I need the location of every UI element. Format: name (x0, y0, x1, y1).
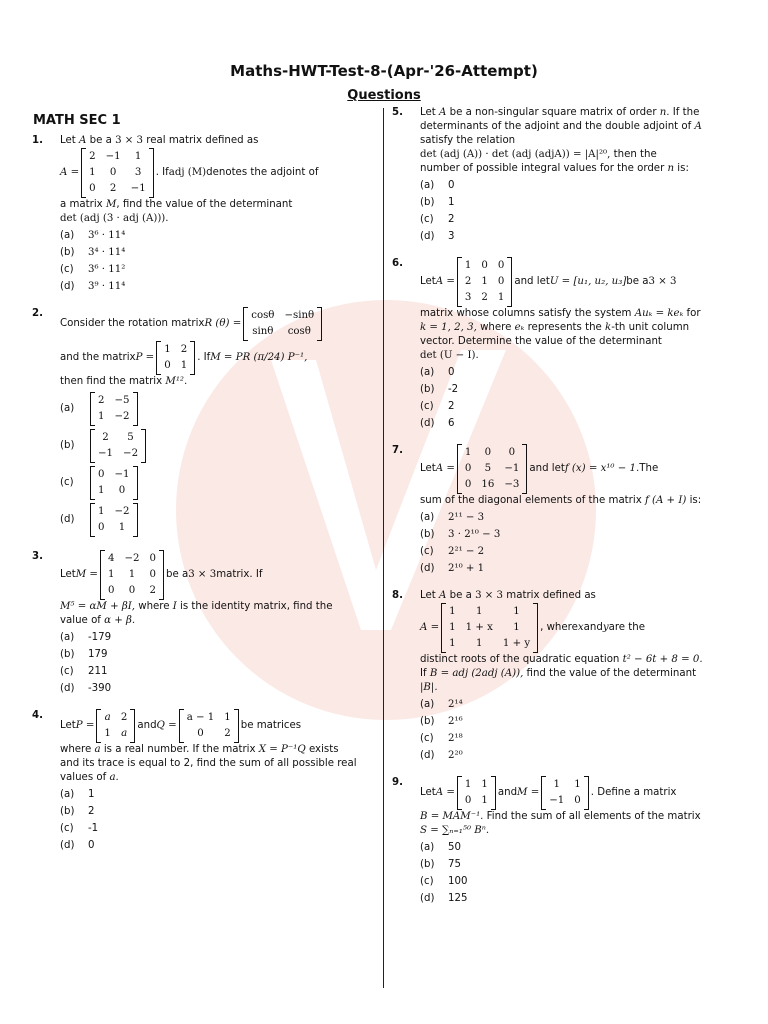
matrix-p: 1 2 0 1 (156, 341, 195, 375)
option-b[interactable]: (b) 75 (420, 859, 461, 870)
option-a[interactable]: (a) 2¹⁴ (420, 699, 463, 710)
section-heading: MATH SEC 1 (33, 113, 121, 128)
option-b[interactable]: (b) 2 (60, 806, 95, 817)
option-c[interactable]: (c) 211 (60, 666, 108, 677)
option-b[interactable]: (b) -2 (420, 384, 459, 395)
option-c[interactable]: (c) 3⁶ · 11² (60, 264, 126, 275)
matrix-a: 1 1 1 1 1 + x 1 1 1 1 + y (441, 603, 538, 653)
option-d[interactable]: (d) 2¹⁰ + 1 (420, 563, 485, 574)
column-divider (383, 108, 384, 988)
question-number: 9. (392, 777, 403, 788)
option-a[interactable]: (a) 3⁶ · 11⁴ (60, 230, 126, 241)
option-d[interactable]: (d) 1 −2 0 1 (60, 503, 362, 537)
option-c[interactable]: (c) 0 −1 1 0 (60, 466, 362, 500)
page-subtitle: Questions (347, 88, 421, 103)
option-d[interactable]: (d) 125 (420, 893, 468, 904)
option-b[interactable]: (b) 2 5 −1 −2 (60, 429, 362, 463)
option-b[interactable]: (b) 3⁴ · 11⁴ (60, 247, 126, 258)
question-7: 7. Let A = 1 0 0 0 5 −1 0 16 −3 and let f (x) = x¹⁰ − 1. The sum of the diagonal elements of the matrix f (A + I) is: (a) 2¹¹ − 3 (b) 3 · 2¹⁰ − 3 (c) 2²¹ − 2 (d) 2¹⁰ + 1 (392, 444, 732, 576)
question-number: 6. (392, 258, 403, 269)
option-a[interactable]: (a) 2 −5 1 −2 (60, 392, 362, 426)
matrix-a: 2 −1 1 1 0 3 0 2 −1 (81, 148, 154, 198)
option-c[interactable]: (c) 2 (420, 214, 455, 225)
question-3: 3. Let M = 4 −2 0 1 1 0 0 0 2 be a 3 × 3 matrix. If M⁵ = αM + βI, where I is the identity matrix, find the value of α + β. (a) -179 (b) 179 (c) 211 (d) -390 (32, 550, 362, 696)
matrix-a: 1 0 0 2 1 0 3 2 1 (457, 257, 512, 307)
option-a[interactable]: (a) 2¹¹ − 3 (420, 512, 485, 523)
option-d[interactable]: (d) 3⁹ · 11⁴ (60, 281, 126, 292)
matrix-a: 1 0 0 0 5 −1 0 16 −3 (457, 444, 527, 494)
option-c[interactable]: (c) 2¹⁸ (420, 733, 463, 744)
question-number: 3. (32, 551, 43, 562)
question-4: 4. Let P = a 2 1 a and Q = a − 1 1 0 2 be matrices where a is a real number. If the matrix X = P⁻¹Q exists and its trace is equal to 2, find the sum of all possible real values of a. (a) 1 (b) 2 (c) -1 (d) 0 (32, 709, 362, 853)
option-a[interactable]: (a) 0 (420, 180, 455, 191)
question-number: 1. (32, 135, 43, 146)
option-a[interactable]: (a) 50 (420, 842, 461, 853)
option-b[interactable]: (b) 179 (60, 649, 108, 660)
rotation-matrix: cosθ −sinθ sinθ cosθ (243, 307, 322, 341)
question-8: 8. Let A be a 3 × 3 matrix defined as A = 1 1 1 1 1 + x 1 1 1 1 + y , where x and y are the distinct roots of the quadratic equation t² − 6t + 8 = 0. If B = adj (2adj (A)), find the value of the determinant |B|. (a) 2¹⁴ (b) 2¹⁶ (c) 2¹⁸ (d) 2²⁰ (392, 589, 732, 763)
question-number: 8. (392, 590, 403, 601)
matrix-q: a − 1 1 0 2 (179, 709, 239, 743)
question-number: 7. (392, 445, 403, 456)
right-column (392, 106, 732, 909)
option-c[interactable]: (c) 2²¹ − 2 (420, 546, 485, 557)
question-9: 9. Let A = 1 1 0 1 and M = 1 1 −1 0 . Define a matrix B = MAM⁻¹. Find the sum of all elements of the matrix S = ∑ₙ₌₁⁵⁰ Bⁿ. (a) 50 (b) 75 (c) 100 (d) 125 (392, 776, 732, 906)
option-c[interactable]: (c) -1 (60, 823, 99, 834)
matrix-m: 1 1 −1 0 (541, 776, 589, 810)
page-title: Maths-HWT-Test-8-(Apr-'26-Attempt) (230, 62, 538, 80)
option-d[interactable]: (d) 2²⁰ (420, 750, 463, 761)
question-number: 5. (392, 107, 403, 118)
option-c[interactable]: (c) 2 (420, 401, 455, 412)
left-column (32, 114, 362, 856)
question-number: 2. (32, 308, 43, 319)
option-c[interactable]: (c) 100 (420, 876, 468, 887)
option-b[interactable]: (b) 1 (420, 197, 455, 208)
option-d[interactable]: (d) -390 (60, 683, 112, 694)
question-number: 4. (32, 710, 43, 721)
option-d[interactable]: (d) 6 (420, 418, 455, 429)
option-a[interactable]: (a) 1 (60, 789, 95, 800)
question-6: 6. Let A = 1 0 0 2 1 0 3 2 1 and let U = [u₁, u₂, u₃] be a 3 × 3 matrix whose columns satisfy the system Auₖ = keₖ for k = 1, 2, 3, where eₖ represents the k-th unit column vector. Determine the value of the determinant det (U − I). (a) 0 (b) -2 (c) 2 (d) 6 (392, 257, 732, 431)
option-b[interactable]: (b) 2¹⁶ (420, 716, 463, 727)
matrix-a: 1 1 0 1 (457, 776, 496, 810)
question-2: 2. Consider the rotation matrix R (θ) = cosθ −sinθ sinθ cosθ and the matrix P = 1 2 0 1 . If M = PR (π/24) P⁻¹, then find the matrix M¹². (a) 2 −5 1 −2 (b) 2 5 −1 −2 (c) 0 −1 1 0 (d) 1 −2 0 1 (32, 307, 362, 537)
option-d[interactable]: (d) 0 (60, 840, 95, 851)
option-a[interactable]: (a) -179 (60, 632, 112, 643)
question-expression: det (adj (3 · adj (A))). (60, 213, 169, 224)
matrix-m: 4 −2 0 1 1 0 0 0 2 (100, 550, 164, 600)
option-a[interactable]: (a) 0 (420, 367, 455, 378)
question-1: 1. Let A be a 3 × 3 real matrix defined as A = 2 −1 1 1 0 3 0 2 −1 . If adj (M) denotes the adjoint of a matrix M, find the value of the determinant det (adj (3 · adj (A))). (a) 3⁶ · 11⁴ (b) 3⁴ · 11⁴ (c) 3⁶ · 11² (d) 3⁹ · 11⁴ (32, 134, 362, 294)
matrix-p: a 2 1 a (96, 709, 135, 743)
option-b[interactable]: (b) 3 · 2¹⁰ − 3 (420, 529, 501, 540)
question-5: 5. Let A be a non-singular square matrix of order n. If the determinants of the adjoint and the double adjoint of A satisfy the relation det (adj (A)) · det (adj (adjA)) = |A|²⁰, then the number of possible integral values for the order n is: (a) 0 (b) 1 (c) 2 (d) 3 (392, 106, 732, 244)
option-d[interactable]: (d) 3 (420, 231, 455, 242)
